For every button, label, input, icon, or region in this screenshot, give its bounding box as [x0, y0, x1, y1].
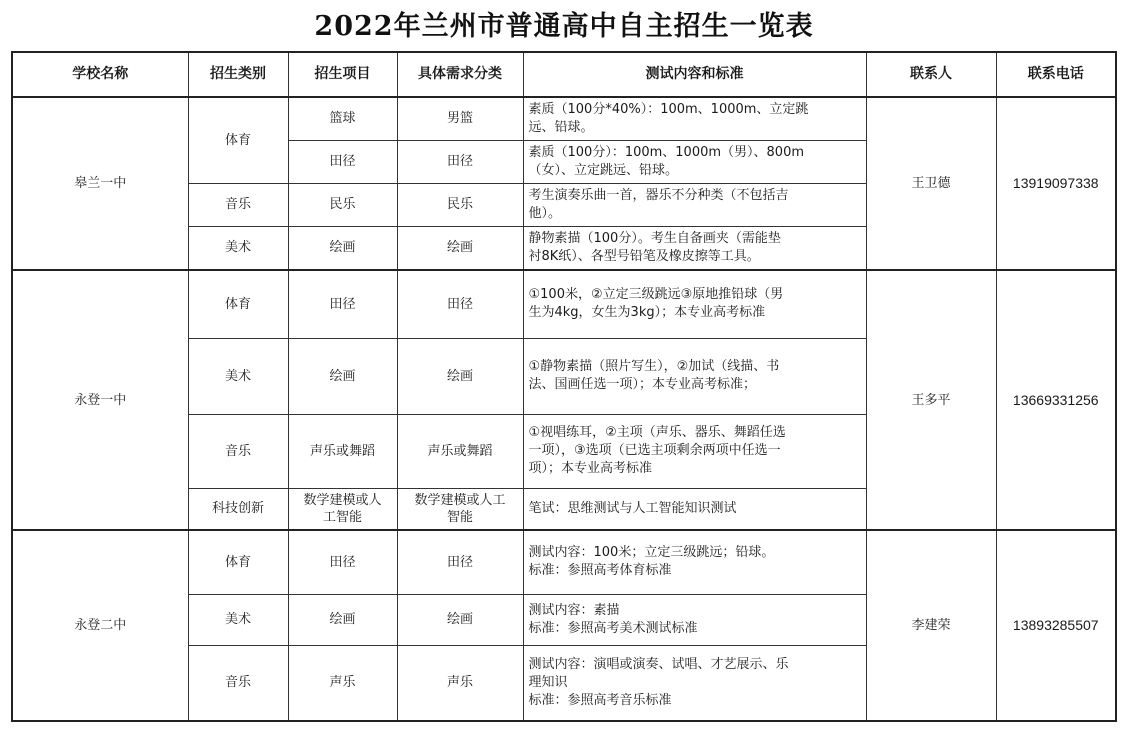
header-classification: 具体需求分类	[397, 52, 523, 97]
enrollment-table	[11, 51, 1117, 722]
test-line: 生为4kg，女生为3kg）；本专业高考标准	[528, 305, 766, 321]
classification-cell: 绘画	[397, 338, 523, 414]
contact-cell: 王卫德	[866, 97, 996, 270]
header-test: 测试内容和标准	[523, 52, 866, 97]
school-name: 永登二中	[12, 530, 188, 721]
phone-cell: 13919097338	[996, 97, 1116, 270]
phone-cell: 13669331256	[996, 270, 1116, 530]
test-cell	[523, 530, 866, 594]
category-cell: 音乐	[188, 645, 288, 721]
test-line: 标准：参照高考体育标准	[528, 563, 672, 579]
classification-cell: 民乐	[397, 183, 523, 226]
header-category: 招生类别	[188, 52, 288, 97]
phone-cell: 13893285507	[996, 530, 1116, 721]
test-line: ①100米，②立定三级跳远③原地推铅球（男	[528, 287, 784, 303]
contact-cell: 王多平	[866, 270, 996, 530]
test-cell	[523, 183, 866, 226]
category-cell: 音乐	[188, 414, 288, 488]
test-cell	[523, 226, 866, 270]
project-cell: 绘画	[288, 226, 397, 270]
classification-line: 智能	[446, 509, 473, 525]
header-school: 学校名称	[12, 52, 188, 97]
header-project: 招生项目	[288, 52, 397, 97]
test-line: 考生演奏乐曲一首，器乐不分种类（不包括吉	[528, 187, 789, 203]
classification-cell: 田径	[397, 530, 523, 594]
classification-cell: 男篮	[397, 97, 523, 140]
classification-cell: 声乐或舞蹈	[397, 414, 523, 488]
test-line: 素质（100分*40%）：100m、1000m、立定跳	[528, 101, 809, 117]
test-line: 测试内容：素描	[528, 602, 620, 618]
classification-line: 数学建模或人工	[414, 492, 506, 508]
test-line: 测试内容：100米；立定三级跳远；铅球。	[528, 545, 775, 561]
project-cell: 民乐	[288, 183, 397, 226]
project-cell: 田径	[288, 530, 397, 594]
test-line: 衬8K纸）、各型号铅笔及橡皮擦等工具。	[528, 248, 760, 264]
project-line: 数学建模或人	[303, 492, 382, 508]
category-cell: 美术	[188, 226, 288, 270]
test-cell	[523, 645, 866, 721]
test-line: ①视唱练耳，②主项（声乐、器乐、舞蹈任选	[528, 425, 786, 440]
test-cell	[523, 97, 866, 140]
project-cell: 绘画	[288, 338, 397, 414]
test-line: 标准：参照高考美术测试标准	[528, 620, 698, 636]
category-cell: 体育	[188, 97, 288, 183]
category-cell: 美术	[188, 338, 288, 414]
project-cell: 声乐或舞蹈	[288, 414, 397, 488]
table-row	[12, 270, 1116, 338]
test-cell	[523, 270, 866, 338]
header-row	[12, 52, 1116, 97]
category-cell: 美术	[188, 594, 288, 645]
test-cell	[523, 338, 866, 414]
contact-cell: 李建荣	[866, 530, 996, 721]
header-contact: 联系人	[866, 52, 996, 97]
test-line: ①静物素描（照片写生），②加试（线描、书	[528, 359, 780, 374]
header-phone: 联系电话	[996, 52, 1116, 97]
test-cell	[523, 140, 866, 183]
classification-cell: 田径	[397, 270, 523, 338]
school-name: 皋兰一中	[12, 97, 188, 270]
test-line: 素质（100分）：100m、1000m（男）、800m	[528, 144, 805, 160]
test-line: 项）；本专业高考标准	[528, 461, 653, 476]
test-line: 标准：参照高考音乐标准	[528, 692, 672, 708]
test-line: （女）、立定跳远、铅球。	[528, 162, 679, 178]
test-line: 他）。	[528, 205, 562, 221]
project-cell	[288, 488, 397, 530]
category-cell: 音乐	[188, 183, 288, 226]
table-row	[12, 97, 1116, 140]
test-cell	[523, 414, 866, 488]
project-cell: 篮球	[288, 97, 397, 140]
category-cell: 体育	[188, 530, 288, 594]
classification-cell: 绘画	[397, 226, 523, 270]
project-cell: 绘画	[288, 594, 397, 645]
table-row	[12, 530, 1116, 594]
test-line: 理知识	[528, 674, 568, 690]
category-cell: 体育	[188, 270, 288, 338]
test-cell	[523, 594, 866, 645]
test-line: 笔试：思维测试与人工智能知识测试	[528, 500, 737, 516]
classification-cell: 绘画	[397, 594, 523, 645]
page-title: 2022年兰州市普通高中自主招生一览表	[314, 11, 814, 42]
test-line: 远、铅球。	[528, 119, 594, 135]
project-cell: 田径	[288, 270, 397, 338]
classification-cell	[397, 488, 523, 530]
test-line: 测试内容：演唱或演奏、试唱、才艺展示、乐	[528, 656, 789, 672]
test-cell	[523, 488, 866, 530]
project-line: 工智能	[322, 509, 362, 525]
project-cell: 声乐	[288, 645, 397, 721]
test-line: 静物素描（100分）。考生自备画夹（需能垫	[528, 230, 781, 246]
test-line: 一项），③选项（已选主项剩余两项中任选一	[528, 443, 781, 458]
school-name: 永登一中	[12, 270, 188, 530]
test-line: 法、国画任选一项）；本专业高考标准；	[528, 377, 757, 392]
project-cell: 田径	[288, 140, 397, 183]
category-cell: 科技创新	[188, 488, 288, 530]
classification-cell: 田径	[397, 140, 523, 183]
classification-cell: 声乐	[397, 645, 523, 721]
